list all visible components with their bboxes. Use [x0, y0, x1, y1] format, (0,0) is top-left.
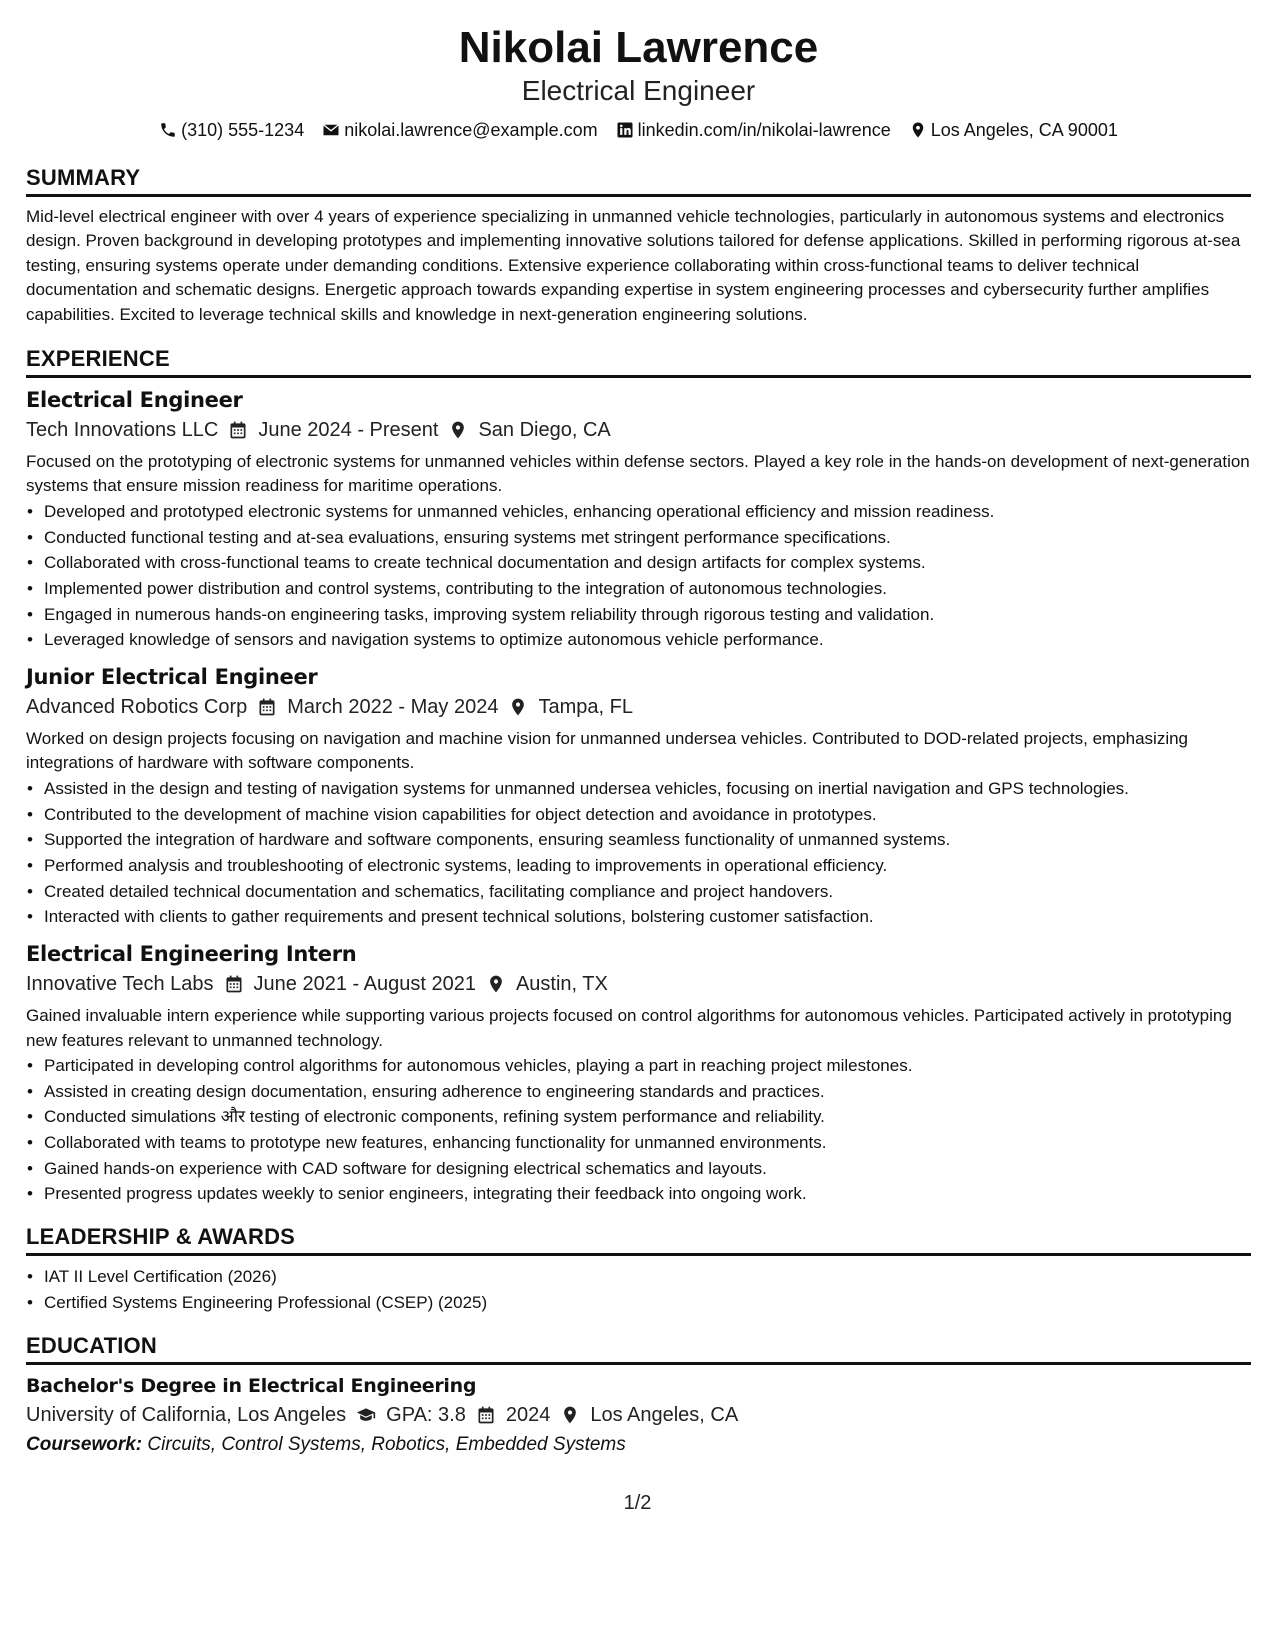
- list-item: • Engaged in numerous hands-on engineering tasks, improving system reliability through rigorous testing and validation.: [44, 602, 1251, 628]
- job-bullets: [26, 1053, 1251, 1207]
- map-pin-icon: [508, 697, 528, 717]
- list-item: • Gained hands-on experience with CAD software for designing electrical schematics and layouts.: [44, 1156, 1251, 1182]
- list-item: • Certified Systems Engineering Professional (CSEP) (2025): [44, 1290, 1251, 1316]
- job-bullets: [26, 499, 1251, 653]
- list-item: • Interacted with clients to gather requirements and present technical solutions, bolstering customer satisfaction.: [44, 904, 1251, 930]
- awards-list: [26, 1264, 1251, 1315]
- job-dates: June 2024 - Present: [258, 419, 439, 442]
- envelope-icon: [322, 121, 340, 139]
- map-pin-icon: [486, 974, 506, 994]
- education-section: [26, 1332, 1251, 1459]
- contact-location: [909, 118, 1118, 142]
- calendar-icon: [257, 697, 277, 717]
- list-item: • Participated in developing control algorithms for autonomous vehicles, playing a part in reaching project milestones.: [44, 1053, 1251, 1079]
- gpa-text: GPA: 3.8: [386, 1403, 466, 1426]
- list-item: • IAT II Level Certification (2026): [44, 1264, 1251, 1290]
- job-title: Junior Electrical Engineer: [26, 665, 318, 690]
- job-company: Innovative Tech Labs: [26, 973, 214, 996]
- page-number: 1/2: [623, 1492, 652, 1514]
- resume-page: [26, 22, 1251, 1459]
- list-item: • Assisted in the design and testing of navigation systems for unmanned undersea vehicles, focusing on inertial navigation and GPS technologies.: [44, 776, 1251, 802]
- graduation-year: 2024: [505, 1403, 551, 1426]
- list-item: • Performed analysis and troubleshooting of electronic systems, leading to improvements in operational efficiency.: [44, 853, 1251, 879]
- list-item: • Created detailed technical documentation and schematics, facilitating compliance and project handovers.: [44, 879, 1251, 905]
- job-title: Electrical Engineering Intern: [26, 942, 357, 967]
- job-meta: [26, 970, 1251, 998]
- summary-section: [26, 164, 1251, 327]
- list-item: • Assisted in creating design documentation, ensuring adherence to engineering standards and practices.: [44, 1079, 1251, 1105]
- list-item: • Collaborated with teams to prototype new features, enhancing functionality for unmanned environments.: [44, 1130, 1251, 1156]
- linkedin-text: linkedin.com/in/nikolai-lawrence: [637, 120, 891, 140]
- email-text: nikolai.lawrence@example.com: [344, 120, 598, 140]
- experience-heading: EXPERIENCE: [26, 345, 1251, 378]
- list-item: • Leveraged knowledge of sensors and navigation systems to optimize autonomous vehicle performance.: [44, 627, 1251, 653]
- calendar-icon: [476, 1405, 496, 1425]
- job-title: Electrical Engineer: [26, 388, 243, 413]
- list-item: • Developed and prototyped electronic systems for unmanned vehicles, enhancing operational efficiency and mission readiness.: [44, 499, 1251, 525]
- job-company: Tech Innovations LLC: [26, 419, 219, 442]
- list-item: • Collaborated with cross-functional teams to create technical documentation and design artifacts for complex systems.: [44, 550, 1251, 576]
- job-description: Focused on the prototyping of electronic systems for unmanned vehicles within defense sectors. Played a key role in the hands-on development of next-generation systems that ensure mission readiness for maritime operations.: [26, 452, 1250, 496]
- location-text: Los Angeles, CA 90001: [930, 120, 1118, 140]
- education-heading: EDUCATION: [26, 1332, 1251, 1365]
- contact-email[interactable]: [322, 118, 597, 142]
- list-item: • Conducted simulations और testing of electronic components, refining system performance and reliability.: [44, 1104, 1251, 1130]
- school-location: Los Angeles, CA: [590, 1403, 739, 1426]
- degree-title: Bachelor's Degree in Electrical Engineering: [26, 1374, 477, 1397]
- list-item: • Implemented power distribution and control systems, contributing to the integration of autonomous technologies.: [44, 576, 1251, 602]
- job-bullets: [26, 776, 1251, 930]
- coursework-label: Coursework:: [26, 1433, 143, 1455]
- job-description: Gained invaluable intern experience while supporting various projects focused on control algorithms for autonomous vehicles. Participated actively in prototyping new features relevant to unmanned technology.: [26, 1006, 1232, 1050]
- map-pin-icon: [909, 121, 927, 139]
- job-entry: [26, 940, 1251, 1207]
- job-entry: [26, 663, 1251, 930]
- list-item: • Contributed to the development of machine vision capabilities for object detection and avoidance in prototypes.: [44, 802, 1251, 828]
- school-name: University of California, Los Angeles: [26, 1403, 347, 1426]
- coursework-text: Circuits, Control Systems, Robotics, Embedded Systems: [147, 1433, 626, 1455]
- graduation-cap-icon: [356, 1405, 376, 1425]
- resume-header: [26, 22, 1251, 142]
- contact-phone[interactable]: [159, 118, 304, 142]
- experience-section: [26, 345, 1251, 1207]
- linkedin-icon: [616, 121, 634, 139]
- calendar-icon: [224, 974, 244, 994]
- job-description: Worked on design projects focusing on navigation and machine vision for unmanned undersea vehicles. Contributed to DOD-related projects, emphasizing integrations of hardware with software components.: [26, 729, 1189, 773]
- job-location: Tampa, FL: [538, 696, 633, 719]
- summary-text: Mid-level electrical engineer with over 4 years of experience specializing in unmanned vehicle technologies, particularly in autonomous systems and electronics design. Proven background in developing prototypes and implementing innovative solutions tailored for defense applications. Skilled in performing rigorous at-sea testing, ensuring systems operate under demanding conditions. Extensive experience collaborating within cross-functional teams to deliver technical documentation and schematic designs. Energetic approach towards expanding expertise in system engineering processes and cybersecurity further amplifies capabilities. Excited to leverage technical skills and knowledge in next-generation engineering solutions.: [26, 207, 1241, 324]
- awards-section: [26, 1223, 1251, 1315]
- map-pin-icon: [448, 420, 468, 440]
- candidate-role: Electrical Engineer: [521, 75, 756, 106]
- education-meta: [26, 1401, 1251, 1429]
- candidate-name: Nikolai Lawrence: [458, 23, 819, 72]
- job-meta: [26, 693, 1251, 721]
- list-item: • Presented progress updates weekly to senior engineers, integrating their feedback into ongoing work.: [44, 1181, 1251, 1207]
- list-item: • Supported the integration of hardware and software components, ensuring seamless functionality of unmanned systems.: [44, 827, 1251, 853]
- job-dates: March 2022 - May 2024: [287, 696, 499, 719]
- phone-text: (310) 555-1234: [181, 120, 305, 140]
- job-meta: [26, 416, 1251, 444]
- job-company: Advanced Robotics Corp: [26, 696, 248, 719]
- summary-heading: SUMMARY: [26, 164, 1251, 197]
- job-entry: [26, 386, 1251, 653]
- coursework-line: [26, 1431, 1251, 1459]
- awards-heading: LEADERSHIP & AWARDS: [26, 1223, 1251, 1256]
- phone-icon: [159, 121, 177, 139]
- contact-bar: [26, 118, 1251, 142]
- list-item: • Conducted functional testing and at-sea evaluations, ensuring systems met stringent performance specifications.: [44, 525, 1251, 551]
- job-dates: June 2021 - August 2021: [253, 973, 476, 996]
- job-location: San Diego, CA: [478, 419, 611, 442]
- map-pin-icon: [560, 1405, 580, 1425]
- calendar-icon: [228, 420, 248, 440]
- job-location: Austin, TX: [515, 973, 608, 996]
- contact-linkedin[interactable]: [616, 118, 891, 142]
